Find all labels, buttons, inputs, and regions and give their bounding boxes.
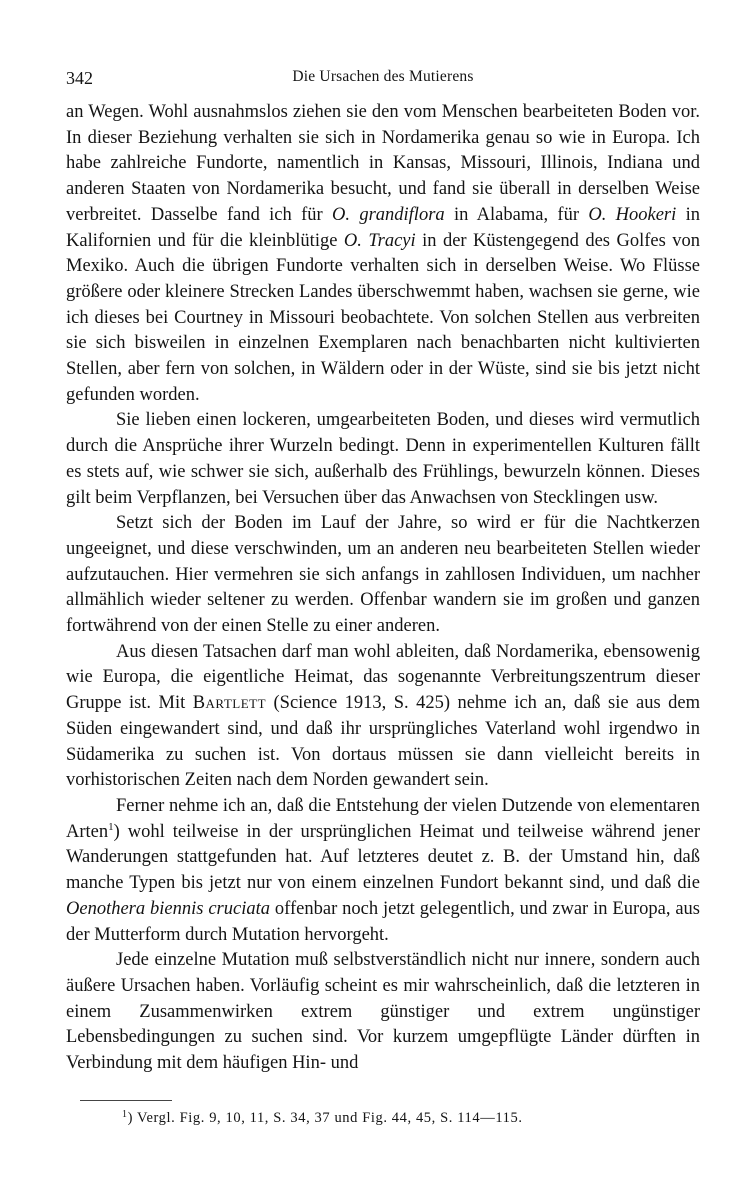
text-run: Jede einzelne Mutation muß selbstverständlich nicht nur innere, sondern auch äußere Ursachen haben. Vorläufig scheint es mir wahrscheinlich, daß die letzteren in einem Zusammenwirken extrem günstiger und extrem ungünstiger Lebensbedingungen zu suchen sind. Vor kurzem umgepflügte Länder dürften in Verbindung mit dem häufigen Hin- und <box>66 950 700 1074</box>
page-number: 342 <box>66 68 93 88</box>
footnote-reference: 1 <box>108 820 114 833</box>
text-run: Ferner nehme ich an, daß die Entstehung der vielen Dutzende von elementaren Arten <box>66 795 700 842</box>
text-run: in der Küstengegend des Golfes von Mexiko. Auch die übrigen Fundorte verhalten sich in derselben Weise. Wo Flüsse größere oder kleinere Strecken Landes überschwemmt haben, wachsen sie gerne, wie ich dieses bei Courtney in Missouri beobachtete. Von solchen Stellen aus verbreiten sie sich bisweilen in einzelnen Exemplaren nach benachbarten nicht kultivierten Stellen, aber fern von solchen, in Wäldern oder in der Wüste, sind sie bis jetzt nicht gefunden worden. <box>66 230 701 405</box>
paragraph <box>66 100 700 408</box>
paragraph <box>66 794 700 948</box>
running-title: Die Ursachen des Mutierens <box>292 68 474 85</box>
text-run: offenbar noch jetzt gelegentlich, und zwar in Europa, aus der Mutterform durch Mutation hervorgeht. <box>66 898 701 945</box>
paragraph <box>66 511 700 640</box>
body-text <box>66 100 700 1077</box>
paragraph <box>66 408 700 511</box>
footnote-divider <box>80 1100 172 1101</box>
footnote-text: ) Vergl. Fig. 9, 10, 11, S. 34, 37 und Fig. 44, 45, S. 114—115. <box>127 1110 523 1126</box>
footnote <box>122 1110 523 1127</box>
italic-text: O. grandiflora <box>332 204 445 225</box>
text-run: in Kalifornien und für die kleinblütige <box>66 204 701 251</box>
italic-text: O. Hookeri <box>588 204 677 225</box>
page-header <box>66 68 700 94</box>
paragraph <box>66 640 700 794</box>
text-run: an Wegen. Wohl ausnahmslos ziehen sie den vom Menschen bearbeiteten Boden vor. In dieser Beziehung verhalten sie sich in Nordamerika genau so wie in Europa. Ich habe zahlreiche Fundorte, namentlich in Kansas, Missouri, Illinois, Indiana und anderen Staaten von Nordamerika besucht, und fand sie überall in derselben Weise verbreitet. Dasselbe fand ich für <box>66 102 700 225</box>
italic-text: Oenothera biennis cruciata <box>66 898 271 919</box>
text-run: Setzt sich der Boden im Lauf der Jahre, so wird er für die Nachtkerzen ungeeignet, und diese verschwinden, um an anderen neu bearbeiteten Stellen wieder aufzutauchen. Hier vermehren sie sich anfangs in zahllosen Individuen, um nachher allmählich wieder seltener zu werden. Offenbar wandern sie im großen und ganzen fortwährend von der einen Stelle zu einer anderen. <box>66 513 700 637</box>
text-run: Aus diesen Tatsachen darf man wohl ableiten, daß Nordamerika, ebensowenig wie Europa, die eigentliche Heimat, das sogenannte Verbreitungszentrum dieser Gruppe ist. Mit <box>66 641 700 714</box>
text-run: (Science 1913, S. 425) nehme ich an, daß sie aus dem Süden eingewandert sind, und daß ihr ursprüngliches Vaterland wohl irgendwo in Südamerika zu suchen ist. Von dortaus müssen sie dann vielleicht bereits in vorhistorischen Zeiten nach dem Norden gewandert sein. <box>66 693 700 791</box>
paragraph <box>66 948 700 1077</box>
text-run: ) wohl teilweise in der ursprünglichen Heimat und teilweise während jener Wanderungen stattgefunden hat. Auf letzteres deutet z. B. der Umstand hin, daß manche Typen bis jetzt nur von einem einzelnen Fundort bekannt sind, und daß die <box>66 821 700 894</box>
footnote-marker: 1 <box>122 1109 128 1120</box>
text-run: Sie lieben einen lockeren, umgearbeiteten Boden, und dieses wird vermutlich durch die Ansprüche ihrer Wurzeln bedingt. Denn in experimentellen Kulturen fällt es stets auf, wie schwer sie sich, außerhalb des Frühlings, bewurzeln können. Dieses gilt beim Verpflanzen, bei Versuchen über das Anwachsen von Stecklingen usw. <box>66 410 700 508</box>
author-name: Bartlett <box>192 693 267 714</box>
text-run: in Alabama, für <box>444 204 589 225</box>
italic-text: O. Tracyi <box>343 230 416 251</box>
